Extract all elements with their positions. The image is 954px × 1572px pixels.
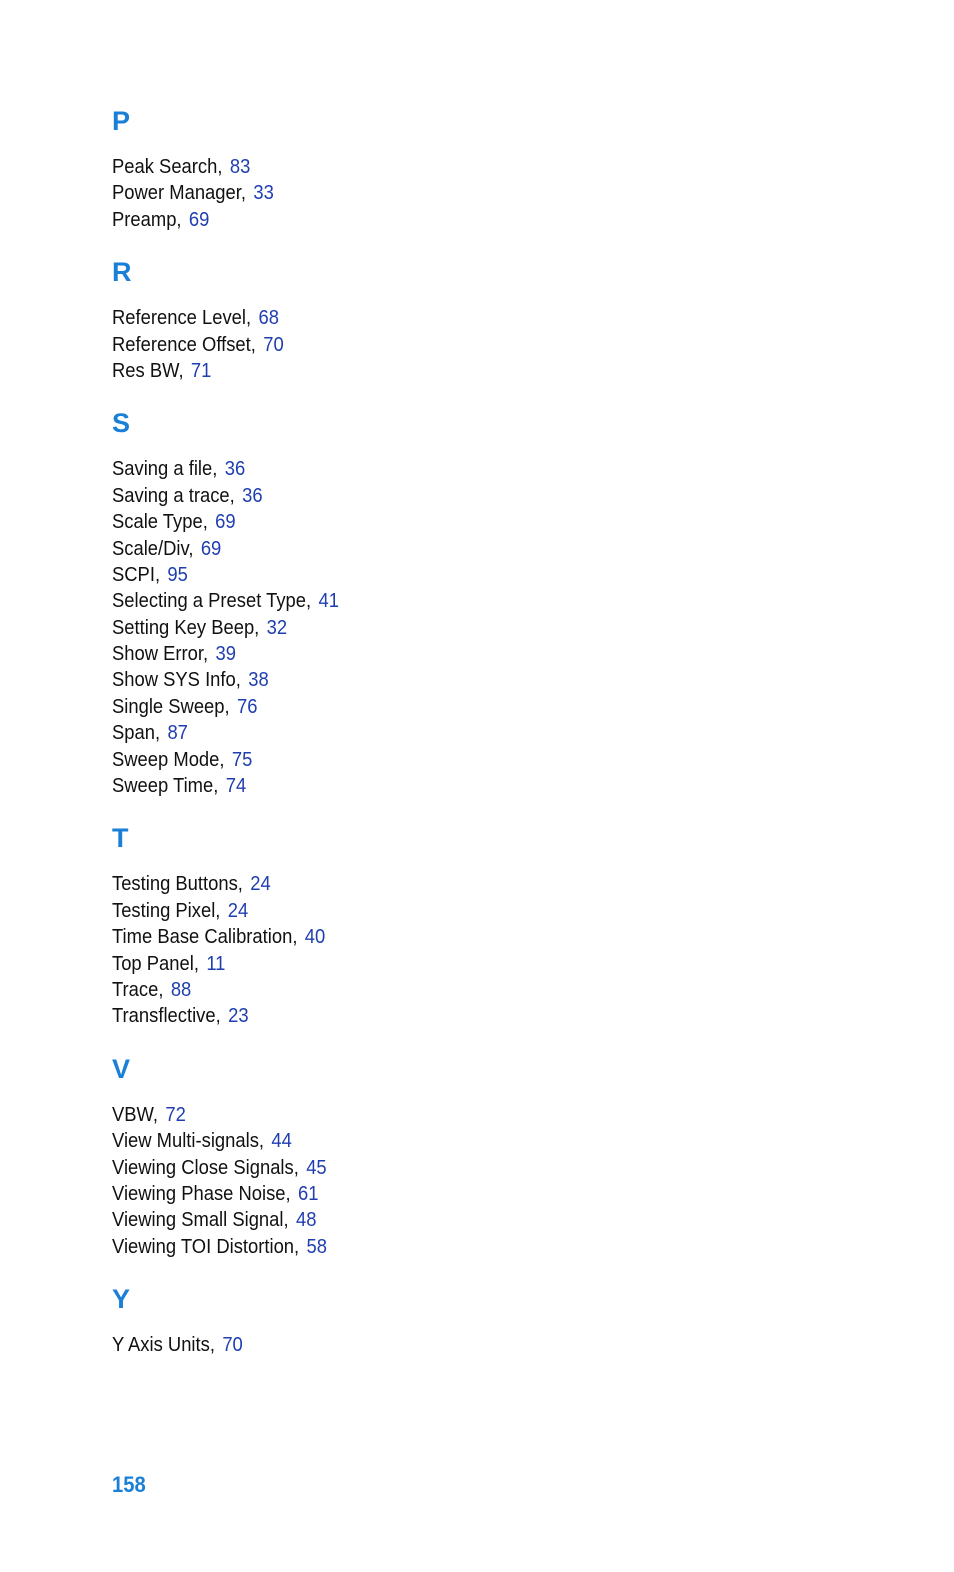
index-term: Y Axis Units, [112,1334,215,1357]
index-entry [112,456,811,482]
index-section-v [112,1052,872,1282]
index-term: VBW, [112,1103,159,1126]
section-gap [112,799,872,821]
page-link[interactable]: 87 [167,722,188,745]
index-term: Single Sweep, [112,695,230,718]
index-section-s [112,406,872,821]
index-entry [112,747,811,773]
page-number: 158 [112,1472,146,1497]
index-term: Setting Key Beep, [112,616,260,639]
section-letter: V [112,1053,131,1084]
index-term: SCPI, [112,563,161,586]
index-term: Scale Type, [112,511,208,534]
section-letter: T [112,823,129,854]
page-link[interactable]: 76 [237,695,258,718]
index-entry [112,694,811,720]
section-gap [112,1030,872,1052]
index-term: Sweep Mode, [112,748,225,771]
page-link[interactable]: 36 [224,458,246,481]
index-term: Peak Search, [112,156,223,178]
index-term: Power Manager, [112,182,246,205]
index-section-r [112,255,872,406]
page-link[interactable]: 48 [295,1209,317,1232]
section-gap [112,384,872,406]
page-link[interactable]: 74 [225,775,247,798]
index-entry [112,588,811,614]
index-term: Res BW, [112,359,184,382]
section-letter: R [112,257,132,288]
index-term: Viewing Phase Noise, [112,1182,291,1205]
page-link[interactable]: 70 [222,1334,243,1357]
page-link[interactable]: 41 [318,590,339,613]
page-link[interactable]: 71 [190,359,212,382]
index-entry [112,483,811,509]
index-entry [112,924,811,950]
page-link[interactable]: 36 [242,484,263,507]
index-term: Testing Buttons, [112,873,243,896]
page-link[interactable]: 38 [248,669,269,692]
index-entry [112,1181,811,1207]
page-link[interactable]: 68 [258,307,279,330]
page-link[interactable]: 83 [229,156,251,178]
index-term: Saving a file, [112,458,218,481]
index-entry [112,562,811,588]
index-entry [112,977,811,1003]
page-link[interactable]: 69 [215,511,236,534]
index-term: Saving a trace, [112,484,235,507]
index-section-p [112,104,872,255]
index-entry [112,305,811,331]
index-term: Reference Level, [112,307,252,330]
index-entry [112,180,811,206]
index-term: Top Panel, [112,952,199,975]
index-term: Reference Offset, [112,333,256,356]
index-entry [112,1155,811,1181]
page-link[interactable]: 88 [170,978,192,1001]
section-letter: S [112,408,131,439]
index-term: Time Base Calibration, [112,926,298,949]
index-term: Show Error, [112,643,209,666]
index-entry [112,509,811,535]
index-section-y [112,1282,872,1358]
index-entry [112,207,811,233]
page-link[interactable]: 23 [228,1005,249,1028]
page-link[interactable]: 58 [306,1235,327,1258]
page-link[interactable]: 70 [263,333,284,356]
section-letter: Y [112,1284,131,1315]
index-entry [112,358,811,384]
page-link[interactable]: 72 [165,1103,186,1126]
index-term: Sweep Time, [112,775,219,798]
index-term: Viewing Close Signals, [112,1156,299,1179]
page-link[interactable]: 95 [167,563,188,586]
index-term: Show SYS Info, [112,669,241,692]
index-entry [112,1102,811,1128]
index-entry [112,1332,811,1358]
index-entry [112,536,811,562]
index-term: View Multi-signals, [112,1130,265,1153]
page-link[interactable]: 69 [200,537,222,560]
page-link[interactable]: 11 [206,952,226,975]
section-letter: P [112,106,131,136]
page-link[interactable]: 75 [231,748,253,771]
index-term: Span, [112,722,161,745]
page-link[interactable]: 69 [188,208,210,231]
page-link[interactable]: 45 [306,1156,327,1179]
page-link[interactable]: 61 [298,1182,319,1205]
index-entry [112,667,811,693]
index-term: Testing Pixel, [112,899,221,922]
index-list [112,104,872,1359]
page-link[interactable]: 44 [271,1130,292,1153]
index-entry [112,641,811,667]
page-link[interactable]: 33 [253,182,274,205]
index-entry [112,154,811,180]
index-entry [112,871,811,897]
index-term: Trace, [112,978,164,1001]
index-entry [112,1128,811,1154]
page-link[interactable]: 32 [266,616,288,639]
index-entry [112,773,811,799]
index-entry [112,615,811,641]
index-entry [112,1207,811,1233]
index-entry [112,1234,811,1260]
page-link[interactable]: 24 [227,899,249,922]
index-entry [112,1003,811,1029]
section-gap [112,1260,872,1282]
index-term: Transflective, [112,1005,221,1028]
index-section-t [112,821,872,1051]
index-term: Viewing Small Signal, [112,1209,289,1232]
section-gap [112,233,872,255]
index-term: Scale/Div, [112,537,194,560]
index-entry [112,332,811,358]
index-term: Viewing TOI Distortion, [112,1235,300,1258]
index-entry [112,720,811,746]
page-link[interactable]: 24 [250,873,271,896]
index-term: Preamp, [112,208,182,231]
page-link[interactable]: 39 [215,643,236,666]
index-entry [112,898,811,924]
index-term: Selecting a Preset Type, [112,590,312,613]
index-entry [112,951,811,977]
page-link[interactable]: 40 [304,926,326,949]
